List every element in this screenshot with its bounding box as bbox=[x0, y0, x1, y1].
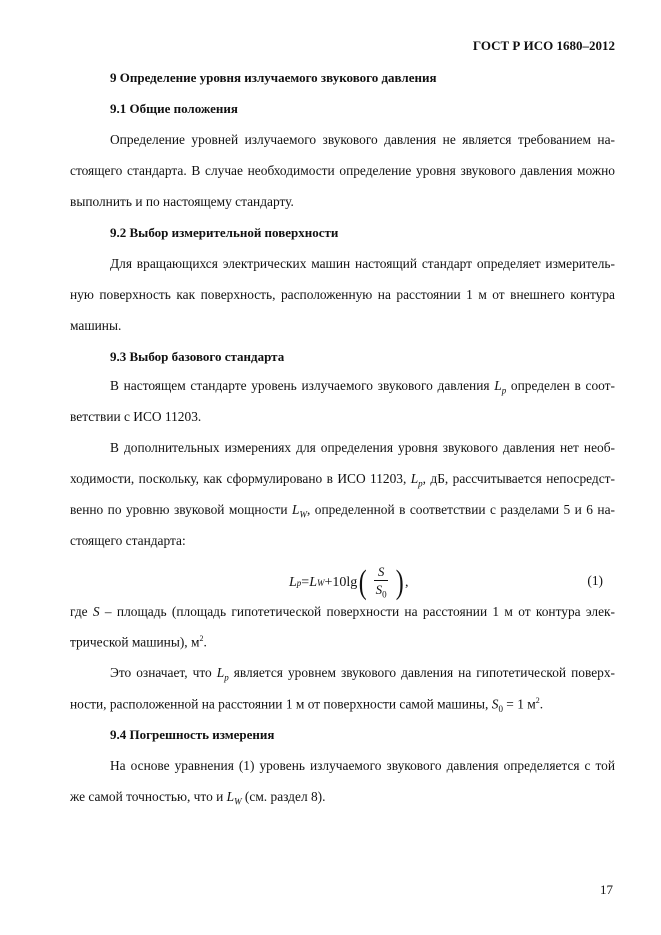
paragraph-line: В дополнительных измерениях для определения уровня звукового давления нет необ- bbox=[110, 440, 615, 455]
section-9-3-heading: 9.3 Выбор базового стандарта bbox=[110, 349, 285, 364]
paragraph-line: где S – площадь (площадь гипотетической поверхности на расстоянии 1 м от контура элек- bbox=[70, 604, 615, 619]
right-paren: ) bbox=[395, 564, 404, 601]
paragraph-line: машины. bbox=[70, 318, 122, 333]
paragraph-line: выполнить и по настоящему стандарту. bbox=[70, 194, 294, 209]
paragraph-line: ветствии с ИСО 11203. bbox=[70, 409, 202, 424]
left-paren: ( bbox=[358, 564, 367, 601]
paragraph-line: ную поверхность как поверхность, расположенную на расстоянии 1 м от внешнего контура bbox=[70, 287, 615, 302]
paragraph-line: На основе уравнения (1) уровень излучаемого звукового давления определяется с той bbox=[110, 758, 615, 773]
paragraph-line: стоящего стандарта: bbox=[70, 533, 186, 548]
paragraph-line: ходимости, поскольку, как сформулировано в ИСО 11203, $L_p$, дБ, рассчитывается непосредст- bbox=[70, 471, 615, 489]
section-9-1-heading: 9.1 Общие положения bbox=[110, 101, 238, 116]
paragraph-line: стоящего стандарта. В случае необходимости определение уровня звукового давления можно bbox=[70, 163, 615, 178]
paragraph-line: же самой точностью, что и $L_W$ (см. раздел 8). bbox=[70, 789, 326, 807]
fraction: $\frac{S}{S_0}$ bbox=[375, 563, 387, 600]
paragraph-line: Это означает, что $L_p$ является уровнем звукового давления на гипотетической поверх- bbox=[110, 665, 616, 683]
paragraph-line: ности, расположенной на расстоянии 1 м от поверхности самой машины, $S_0 = 1$ $м^2$. bbox=[70, 696, 544, 715]
paragraph-line: Определение уровней излучаемого звукового давления не является требованием на- bbox=[110, 132, 615, 147]
section-9-4-heading: 9.4 Погрешность измерения bbox=[110, 727, 275, 742]
paragraph-line: Для вращающихся электрических машин настоящий стандарт определяет измеритель- bbox=[110, 256, 615, 271]
document-code: ГОСТ Р ИСО 1680–2012 bbox=[472, 38, 615, 53]
paragraph-line: венно по уровню звуковой мощности $L_W$, определенной в соответствии с разделами 5 и 6 на- bbox=[70, 502, 615, 520]
equation-number: (1) bbox=[587, 573, 603, 588]
section-9-heading: 9 Определение уровня излучаемого звукового давления bbox=[110, 70, 437, 85]
equation-1: L p = L W +10lg ( $\frac{S}{S_0}$ ) , bbox=[289, 563, 409, 601]
paragraph-line: В настоящем стандарте уровень излучаемого звукового давления $L_p$ определен в соот- bbox=[110, 378, 615, 396]
page-number: 17 bbox=[600, 882, 613, 897]
section-9-2-heading: 9.2 Выбор измерительной поверхности bbox=[110, 225, 339, 240]
paragraph-line: трической машины), $м^2$. bbox=[70, 634, 207, 650]
